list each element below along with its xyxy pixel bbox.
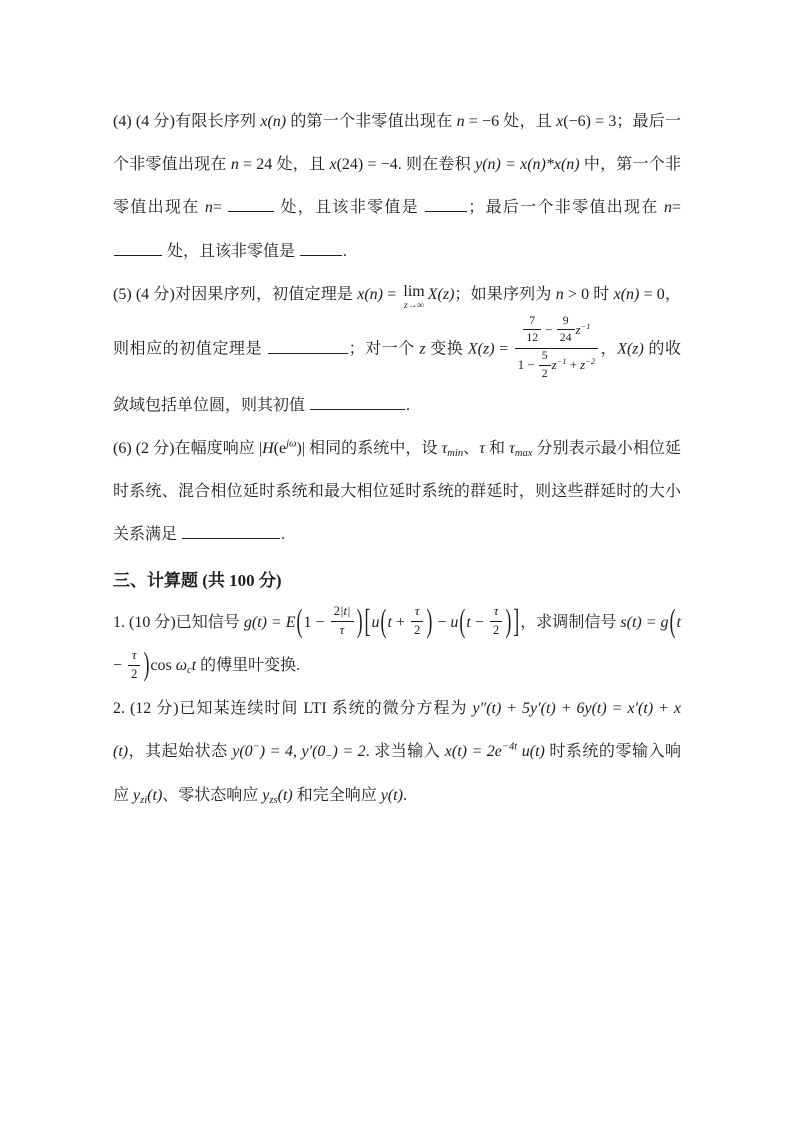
text-run: + bbox=[566, 358, 581, 373]
text-run: (4) (4 分)有限长序列 bbox=[113, 113, 261, 130]
math-run: t bbox=[676, 613, 681, 631]
text-run: 9 bbox=[562, 313, 569, 327]
text-run: 2 bbox=[333, 604, 340, 619]
text-run: ；最后一个非零值出现在 bbox=[468, 199, 664, 217]
math-run: τ bbox=[441, 440, 448, 457]
math-run: |t| bbox=[339, 604, 351, 619]
math-run: y(0 bbox=[232, 743, 253, 761]
math-run: z bbox=[551, 358, 557, 373]
text-run: )| 相同的系统中，设 bbox=[296, 440, 442, 457]
text-run: 7 bbox=[529, 313, 536, 327]
text-run: 分别表示最小相位延时系统、混合相位延时系统和最大相位延时系统的群延时，则这些群延时的大小关系满足 bbox=[113, 440, 681, 544]
math-run: ω bbox=[175, 657, 188, 675]
math-run: n bbox=[230, 156, 239, 174]
math-run: n bbox=[555, 285, 564, 303]
fraction bbox=[539, 349, 551, 381]
delimiter: ( bbox=[296, 602, 303, 640]
text-run: = 24 处，且 bbox=[238, 156, 330, 174]
delimiter: ) bbox=[505, 602, 512, 640]
text-run: = bbox=[671, 199, 681, 217]
math-run: y(n) = x(n)*x(n) bbox=[475, 156, 580, 174]
math-run: ) = 4, y′(0 bbox=[259, 743, 326, 761]
answer-blank bbox=[310, 393, 405, 410]
denominator bbox=[128, 666, 140, 683]
math-run: t bbox=[387, 613, 392, 631]
math-run: y bbox=[262, 786, 270, 804]
numerator bbox=[557, 314, 575, 331]
text-run: 2 bbox=[131, 666, 138, 681]
section-heading bbox=[113, 565, 681, 597]
text-run: > 0 时 bbox=[563, 285, 614, 303]
text-run: − bbox=[433, 613, 451, 631]
text-run: (−6) = 3；最后一个非零值出现在 bbox=[113, 113, 681, 174]
text-run: 和 bbox=[484, 440, 510, 457]
text-run: (5) (4 分)对因果序列，初值定理是 bbox=[113, 285, 358, 303]
fraction bbox=[515, 315, 598, 383]
calc-question-2 bbox=[113, 687, 681, 817]
fraction bbox=[411, 604, 423, 639]
fraction bbox=[490, 604, 502, 639]
text-run: 2 bbox=[541, 366, 548, 380]
math-run: y bbox=[133, 786, 141, 804]
limit-word: lim bbox=[403, 283, 425, 301]
superscript: −1 bbox=[556, 356, 567, 367]
math-run: t bbox=[466, 613, 471, 631]
math-run: τ bbox=[414, 604, 420, 619]
math-run: u(t) bbox=[517, 743, 545, 761]
text-run: . 求当输入 bbox=[365, 743, 445, 761]
delimiter: ( bbox=[380, 602, 387, 640]
text-run: + bbox=[391, 613, 409, 631]
text-run: 2 bbox=[413, 623, 421, 638]
math-run: n bbox=[456, 113, 465, 130]
math-run: τ bbox=[339, 623, 345, 638]
math-run: g(t) = E bbox=[243, 613, 296, 631]
math-run: τ bbox=[479, 440, 485, 457]
delimiter: ( bbox=[669, 602, 676, 640]
math-run: n bbox=[204, 199, 213, 217]
text-run: 2. (12 分)已知某连续时间 LTI 系统的微分方程为 bbox=[113, 700, 473, 718]
math-run: x(t) = 2e bbox=[444, 743, 502, 761]
superscript: jω bbox=[286, 438, 297, 450]
text-run: . bbox=[343, 242, 348, 260]
superscript: − bbox=[252, 742, 260, 754]
text-run: − bbox=[113, 657, 127, 675]
text-run: 的收敛域包括单位圆，则其初值 bbox=[113, 340, 681, 414]
subscript: min bbox=[447, 448, 464, 460]
math-run: s(t) = g bbox=[620, 613, 669, 631]
math-run: ) = 2 bbox=[332, 743, 366, 761]
text-run: = bbox=[212, 199, 228, 217]
fraction bbox=[128, 648, 140, 683]
delimiter: [ bbox=[364, 602, 371, 640]
numerator bbox=[539, 349, 551, 366]
text-run: 、零状态响应 bbox=[162, 786, 263, 804]
text-run: 12 bbox=[526, 331, 539, 345]
math-run: z bbox=[575, 322, 581, 337]
answer-blank bbox=[114, 239, 162, 256]
math-run: u bbox=[450, 613, 459, 631]
text-run: 三、计算题 (共 100 分) bbox=[113, 570, 282, 590]
subscript: max bbox=[514, 448, 533, 460]
math-run: τ bbox=[509, 440, 515, 457]
math-run: x(n) bbox=[357, 285, 384, 303]
numerator bbox=[515, 315, 598, 349]
delimiter: ) bbox=[426, 602, 433, 640]
math-run: H bbox=[262, 440, 274, 457]
text-run: = bbox=[383, 285, 401, 303]
text-run: 的傅里叶变换. bbox=[196, 657, 301, 675]
calc-question-1 bbox=[113, 601, 681, 687]
numerator bbox=[411, 604, 423, 622]
answer-blank bbox=[228, 195, 274, 212]
fraction bbox=[331, 604, 354, 639]
math-run: x bbox=[556, 113, 564, 130]
denominator bbox=[523, 330, 541, 346]
denominator bbox=[515, 349, 598, 382]
fraction bbox=[523, 314, 541, 346]
limit bbox=[403, 284, 424, 311]
text-run: ，求调制信号 bbox=[520, 613, 621, 631]
text-run: ；对一个 bbox=[348, 340, 420, 358]
superscript: −1 bbox=[580, 320, 591, 331]
fraction bbox=[557, 314, 575, 346]
math-run: (t) bbox=[147, 786, 163, 804]
denominator bbox=[557, 330, 575, 346]
text-run: 24 bbox=[559, 331, 572, 345]
text-run: − bbox=[470, 613, 488, 631]
text-run: − bbox=[542, 322, 556, 337]
math-run: z bbox=[580, 358, 586, 373]
text-run: 和完全响应 bbox=[292, 786, 381, 804]
text-run: 1. (10 分)已知信号 bbox=[113, 613, 244, 631]
question-5 bbox=[113, 273, 681, 427]
math-run: x bbox=[329, 156, 337, 174]
numerator bbox=[331, 604, 354, 622]
text-run: (6) (2 分)在幅度响应 | bbox=[113, 440, 263, 457]
text-run: 处，且该非零值是 bbox=[275, 199, 425, 217]
text-run: (e bbox=[273, 440, 287, 457]
text-run: 、 bbox=[463, 440, 480, 457]
denominator bbox=[539, 366, 551, 382]
text-run: ， bbox=[600, 340, 618, 358]
text-run: . bbox=[406, 396, 411, 414]
delimiter: ] bbox=[513, 602, 520, 640]
superscript: −2 bbox=[585, 356, 596, 367]
superscript: −4t bbox=[501, 742, 518, 754]
numerator bbox=[128, 648, 140, 666]
text-run: 2 bbox=[492, 623, 500, 638]
limit-under: z→∞ bbox=[403, 299, 425, 311]
text-run: cos bbox=[150, 657, 176, 675]
denominator bbox=[331, 622, 354, 639]
answer-blank bbox=[268, 337, 348, 354]
math-run: y(t) bbox=[380, 786, 403, 804]
text-run: 变换 bbox=[425, 340, 468, 358]
answer-blank bbox=[300, 239, 342, 256]
denominator bbox=[411, 622, 423, 639]
question-4 bbox=[113, 100, 681, 273]
answer-blank bbox=[182, 522, 280, 539]
text-run: 5 bbox=[541, 348, 548, 362]
question-6 bbox=[113, 427, 681, 557]
subscript: − bbox=[325, 751, 333, 763]
text-run: 时系统的零输入响应 bbox=[113, 743, 681, 804]
text-run: 1 − bbox=[517, 358, 538, 373]
math-run: (t) bbox=[277, 786, 293, 804]
numerator bbox=[523, 314, 541, 331]
text-run: ；如果序列为 bbox=[454, 285, 556, 303]
text-run: = −6 处，且 bbox=[464, 113, 557, 130]
text-run: 1 − bbox=[303, 613, 329, 631]
math-run: X(z) bbox=[617, 340, 644, 358]
text-run: 中，第一个非零值出现在 bbox=[113, 156, 681, 217]
text-run: ，其起始状态 bbox=[128, 743, 233, 761]
text-run: 的第一个非零值出现在 bbox=[286, 113, 457, 130]
text-run: = 0，则相应的初值定理是 bbox=[113, 285, 681, 358]
delimiter: ) bbox=[356, 602, 363, 640]
text-run: . bbox=[281, 526, 286, 544]
denominator bbox=[490, 622, 502, 639]
text-run: . bbox=[402, 786, 407, 804]
math-run: t bbox=[191, 657, 197, 675]
subscript: zi bbox=[140, 794, 148, 806]
text-run: (24) = −4. 则在卷积 bbox=[336, 156, 476, 174]
answer-blank bbox=[425, 195, 467, 212]
math-run: τ bbox=[493, 604, 499, 619]
math-run: τ bbox=[131, 647, 137, 662]
numerator bbox=[490, 604, 502, 622]
subscript: zs bbox=[269, 794, 278, 806]
math-run: X(z) bbox=[427, 285, 455, 303]
math-run: x(n) bbox=[260, 113, 287, 130]
math-run: n bbox=[663, 199, 672, 217]
math-run: x(n) bbox=[613, 285, 640, 303]
math-run: u bbox=[371, 613, 380, 631]
math-run: z bbox=[419, 340, 426, 358]
subscript: c bbox=[187, 665, 192, 677]
delimiter: ( bbox=[459, 602, 466, 640]
text-run: = bbox=[494, 340, 513, 358]
delimiter: ) bbox=[143, 645, 150, 683]
math-run: X(z) bbox=[467, 340, 495, 358]
text-run: 处，且该非零值是 bbox=[163, 242, 300, 260]
math-run: y″(t) + 5y′(t) + 6y(t) = x′(t) + x(t) bbox=[113, 700, 681, 761]
